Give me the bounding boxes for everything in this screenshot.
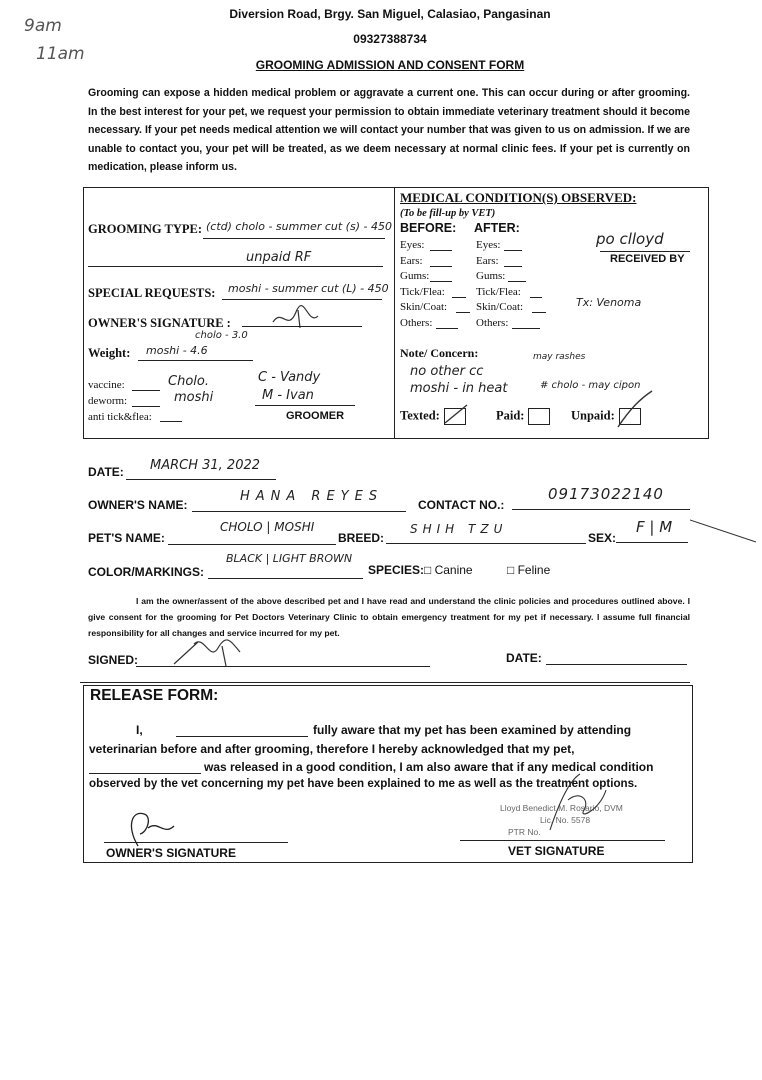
date2-line [546, 664, 687, 665]
form-title: GROOMING ADMISSION AND CONSENT FORM [255, 58, 525, 72]
deworm-value: moshi [174, 390, 214, 405]
pet-name-line [168, 544, 336, 545]
owners-signature-line [242, 326, 362, 327]
release-top-rule [80, 682, 690, 683]
margin-note-9am: 9am [24, 16, 62, 36]
color-label: COLOR/MARKINGS: [88, 565, 204, 579]
blank [512, 328, 540, 329]
before-row-skincoat: Skin/Coat: [400, 301, 448, 314]
clinic-address: Diversion Road, Brgy. San Miguel, Calasiao, Pangasinan [229, 7, 551, 21]
after-label: AFTER: [474, 221, 520, 235]
before-row-gums: Gums: [400, 270, 430, 283]
feline-option[interactable]: □ Feline [507, 563, 551, 577]
breed-label: BREED: [338, 531, 385, 545]
received-label: RECEIVED BY [610, 253, 685, 265]
date-value: MARCH 31, 2022 [150, 458, 261, 473]
after-row-skincoat: Skin/Coat: [476, 301, 524, 314]
after-row-gums: Gums: [476, 270, 506, 283]
canine-option[interactable]: □ Canine [424, 563, 473, 577]
contact-line [512, 509, 690, 510]
before-row-eyes: Eyes: [400, 239, 425, 251]
received-value: po clloyd [596, 230, 664, 248]
weight-value-top: cholo - 3.0 [195, 330, 248, 341]
owner-sig-line [104, 842, 288, 843]
unpaid-checkbox[interactable] [619, 408, 641, 425]
owners-signature-label: OWNER'S SIGNATURE : [88, 316, 231, 330]
sex-value: F | M [636, 518, 673, 536]
blank [452, 297, 466, 298]
medical-subheading: (To be fill-up by VET) [400, 208, 496, 219]
weight-line [138, 360, 253, 361]
blank [430, 281, 452, 282]
sex-label: SEX: [588, 531, 617, 545]
note-value-3: may rashes [533, 352, 586, 362]
vet-sig-label: VET SIGNATURE [508, 844, 605, 858]
breed-line [386, 543, 586, 544]
pet-name-label: PET'S NAME: [88, 531, 165, 545]
unpaid-text: Unpaid: [571, 408, 615, 423]
tx-value: Tx: Venoma [576, 296, 642, 309]
blank [430, 250, 452, 251]
antitick-label: anti tick&flea: [88, 411, 152, 423]
vet-signature-scribble [540, 770, 610, 834]
owner-name-label: OWNER'S NAME: [88, 498, 188, 512]
contact-label: CONTACT NO.: [418, 498, 505, 512]
paid-checkbox[interactable] [528, 408, 550, 425]
medical-heading: MEDICAL CONDITION(S) OBSERVED: [400, 190, 637, 205]
groomer-line [255, 405, 355, 406]
release-line2: veterinarian before and after grooming, therefore I hereby acknowledged that my pet, [89, 742, 575, 756]
owner-name-value: HANA REYES [240, 489, 384, 504]
after-row-others: Others: [476, 316, 509, 329]
grooming-type-line-2 [88, 266, 383, 267]
vaccine-value: Cholo. [168, 374, 209, 389]
color-value: BLACK | LIGHT BROWN [226, 552, 353, 565]
blank [508, 281, 526, 282]
signed-label: SIGNED: [88, 653, 139, 667]
blank [504, 266, 522, 267]
release-line4: observed by the vet concerning my pet have been explained to me as well as the treatment options. [89, 777, 638, 790]
grooming-type-value-2: unpaid RF [246, 250, 312, 265]
color-line [208, 578, 363, 579]
grooming-type-line [203, 238, 385, 239]
release-line3: was released in a good condition, I am also aware that if any medical condition [204, 760, 654, 774]
unpaid-label [571, 408, 641, 425]
after-row-ears: Ears: [476, 254, 499, 267]
texted-check-mark [443, 403, 469, 425]
note-value-4: # cholo - may cipon [540, 380, 641, 391]
owner-name-line [192, 511, 406, 512]
weight-value: moshi - 4.6 [146, 344, 208, 357]
sex-stroke-mark [690, 518, 760, 544]
weight-label: Weight: [88, 346, 131, 360]
blank [532, 312, 546, 313]
blank [430, 266, 452, 267]
signed-line [136, 666, 430, 667]
special-requests-value: moshi - summer cut (L) - 450 [228, 282, 389, 295]
deworm-line [132, 406, 160, 407]
groomer-label: GROOMER [286, 410, 345, 422]
antitick-line [160, 421, 182, 422]
special-requests-line [222, 299, 382, 300]
date2-label: DATE: [506, 651, 542, 665]
before-rows [400, 238, 447, 332]
vet-stamp-license: Lic. No. 5578 [540, 815, 591, 825]
pet-name-value: CHOLO | MOSHI [220, 520, 315, 534]
consent-paragraph: I am the owner/assent of the above described pet and I have read and understand the clinic policies and procedures outlined above. I give consent for the grooming for Pet Doctors Veterinary Clinic to obtain emergency treatment for my pet if necessary. I assume full financial responsibility for all changes and service incurred for my pet. [88, 596, 690, 638]
groomer-value-1: C - Vandy [258, 370, 321, 385]
release-line1-a: I, [136, 723, 143, 737]
blank [504, 250, 522, 251]
release-title: RELEASE FORM: [90, 687, 219, 704]
release-name-blank [176, 736, 308, 737]
after-row-eyes: Eyes: [476, 239, 501, 251]
contact-value: 09173022140 [548, 485, 664, 503]
breed-value: SHIH TZU [410, 522, 508, 536]
date-label: DATE: [88, 465, 124, 479]
vet-stamp-name: Lloyd Benedict M. Rosario, DVM [500, 803, 623, 813]
special-requests-label: SPECIAL REQUESTS: [88, 286, 216, 300]
vet-sig-line [460, 840, 665, 841]
date-line [126, 479, 276, 480]
vaccine-line [132, 390, 160, 391]
owner-sig-label: OWNER'S SIGNATURE [106, 846, 236, 860]
before-row-tickflea: Tick/Flea: [400, 285, 445, 298]
vaccine-label: vaccine: [88, 379, 125, 391]
paid-text: Paid: [496, 408, 525, 423]
blank [456, 312, 470, 313]
blank [530, 297, 542, 298]
after-rows [476, 238, 523, 332]
signed-signature-scribble [170, 634, 260, 668]
species-label: SPECIES: [368, 563, 425, 577]
margin-note-11am: 11am [36, 44, 85, 64]
vet-stamp-ptr: PTR No. [508, 827, 541, 837]
deworm-label: deworm: [88, 395, 128, 407]
grooming-type-label: GROOMING TYPE: [88, 222, 203, 236]
intro-paragraph: Grooming can expose a hidden medical problem or aggravate a current one. This can occur during or after grooming. In the best interest for your pet, we request your permission to obtain immediate veterinary treatment should it become necessary. If your pet needs medical attention we will contact your number that was given to us on admission. If we are unable to contact you, your pet will be treated, as we deem necessary at normal clinic fees. If your pet is currently on medication, please inform us. [88, 87, 690, 173]
groomer-value-2: M - Ivan [262, 388, 314, 403]
note-label: Note/ Concern: [400, 346, 479, 360]
texted-checkbox[interactable] [444, 408, 466, 425]
before-label: BEFORE: [400, 221, 457, 235]
blank [436, 328, 458, 329]
grooming-type-value: (ctd) cholo - summer cut (s) - 450 [206, 220, 392, 233]
unpaid-check-mark [616, 389, 656, 429]
texted-label [400, 408, 466, 425]
release-pet-blank [89, 773, 201, 774]
before-row-ears: Ears: [400, 254, 423, 267]
after-row-tickflea: Tick/Flea: [476, 285, 521, 298]
note-value-1: no other cc [410, 364, 484, 379]
texted-text: Texted: [400, 408, 440, 423]
release-line1-b: fully aware that my pet has been examined by attending [313, 723, 632, 737]
received-line [600, 251, 690, 252]
sex-line [616, 542, 688, 543]
clinic-phone: 09327388734 [353, 32, 427, 46]
before-row-others: Others: [400, 316, 433, 329]
paid-label [496, 408, 550, 425]
note-value-2: moshi - in heat [410, 381, 508, 396]
